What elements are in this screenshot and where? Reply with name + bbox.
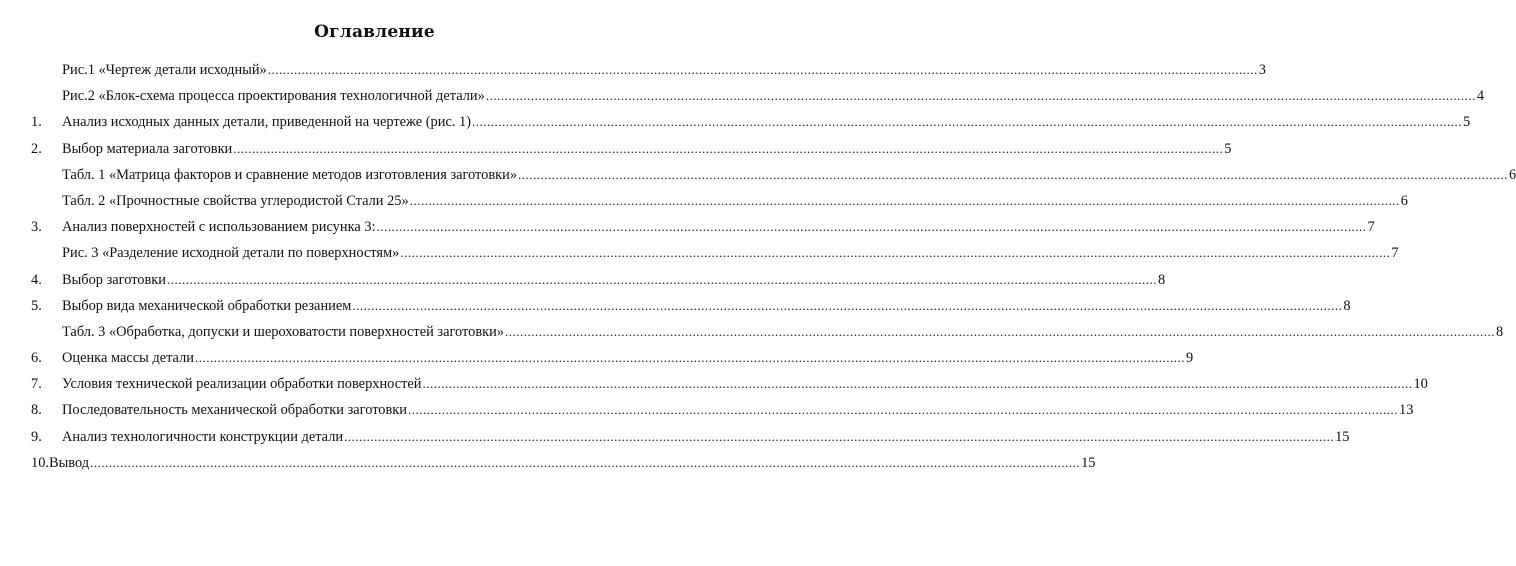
toc-entry[interactable] [31,297,1351,324]
dot-leader [422,376,1412,393]
toc-entry-number: 6. [31,350,42,367]
toc-entry-number: 5. [31,297,42,314]
toc-entry-number: 1. [31,114,42,131]
dot-leader [518,167,1508,184]
toc-entry-text: Анализ технологичности конструкции детали [62,428,344,445]
toc-entry-page: 9 [1185,350,1194,367]
toc-entry-number: 2. [31,140,42,157]
dot-leader [195,350,1185,367]
dot-leader [472,114,1462,131]
toc-entry-text: Выбор материала заготовки [62,140,233,157]
toc-entry[interactable] [31,376,1428,402]
toc-entry-text: Анализ исходных данных детали, приведенной на чертеже (рис. 1) [62,114,472,131]
toc-entry-number: 3. [31,219,42,236]
toc-entry[interactable] [31,271,1166,298]
dot-leader [486,88,1476,105]
dot-leader [377,219,1367,236]
toc-entry[interactable] [31,88,1485,114]
toc-entry-text: Условия технической реализации обработки поверхностей [62,376,422,393]
toc-entry-number: 4. [31,271,42,288]
dot-leader [233,141,1223,158]
toc-entry-text: Последовательность механической обработки заготовки [62,402,407,419]
toc-entry-text: Анализ поверхностей с использованием рисунка 3: [62,219,376,236]
toc-entry-page: 8 [1343,297,1351,314]
toc-entry[interactable] [31,428,1350,455]
toc-entry-number: 8. [31,402,42,419]
toc-title: Оглавление [314,22,435,42]
dot-leader [400,245,1390,262]
toc-entry[interactable] [31,114,1471,140]
toc-entry[interactable] [31,219,1375,245]
toc-entry[interactable] [31,192,1408,219]
dot-leader [167,272,1157,289]
toc-entry-page: 3 [1258,62,1266,78]
toc-entry-page: 15 [1081,454,1096,471]
toc-entry-text: Выбор заготовки [62,271,166,288]
toc-entry[interactable] [31,323,1504,350]
toc-entry-page: 10 [1413,376,1428,393]
dot-leader [505,324,1495,341]
toc-entry-page: 13 [1399,402,1414,419]
toc-entry-text: Рис.2 «Блок-схема процесса проектирования технологичной детали» [62,88,485,105]
dot-leader [352,298,1342,315]
toc-entry[interactable] [31,454,1096,481]
toc-entry-page: 6 [1509,166,1516,183]
toc-entry[interactable] [31,166,1516,193]
toc-entry-number: 10. [31,454,49,471]
toc-entry-text: Выбор вида механической обработки резанием [62,297,352,314]
dot-leader [408,402,1398,419]
toc-entry-page: 5 [1463,114,1471,131]
table-of-contents [31,62,1516,481]
toc-entry-text: Рис. 3 «Разделение исходной детали по поверхностям» [62,245,400,262]
toc-entry[interactable] [31,62,1266,88]
toc-entry-page: 7 [1367,219,1375,236]
toc-entry-page: 6 [1400,192,1408,209]
toc-entry-page: 7 [1391,245,1399,262]
toc-entry-number: 9. [31,428,42,445]
toc-entry[interactable] [31,402,1414,428]
toc-entry-text: Оценка массы детали [62,350,194,367]
dot-leader [344,429,1334,446]
toc-entry[interactable] [31,140,1232,167]
toc-entry[interactable] [31,245,1399,271]
toc-entry-text: Табл. 1 «Матрица факторов и сравнение методов изготовления заготовки» [62,166,518,183]
toc-entry-text: Вывод [49,454,90,471]
toc-entry-text: Табл. 2 «Прочностные свойства углеродистой Стали 25» [62,192,409,209]
dot-leader [410,193,1400,210]
toc-entry-page: 8 [1157,271,1166,288]
toc-entry-page: 5 [1224,140,1232,157]
toc-entry[interactable] [31,350,1194,376]
dot-leader [90,455,1080,472]
dot-leader [268,62,1258,79]
toc-entry-text: Табл. 3 «Обработка, допуски и шероховатости поверхностей заготовки» [62,323,504,340]
toc-entry-text: Рис.1 «Чертеж детали исходный» [62,62,267,78]
toc-entry-number: 7. [31,376,42,393]
toc-entry-page: 8 [1496,323,1504,340]
toc-entry-page: 15 [1335,428,1350,445]
toc-entry-page: 4 [1476,88,1485,105]
